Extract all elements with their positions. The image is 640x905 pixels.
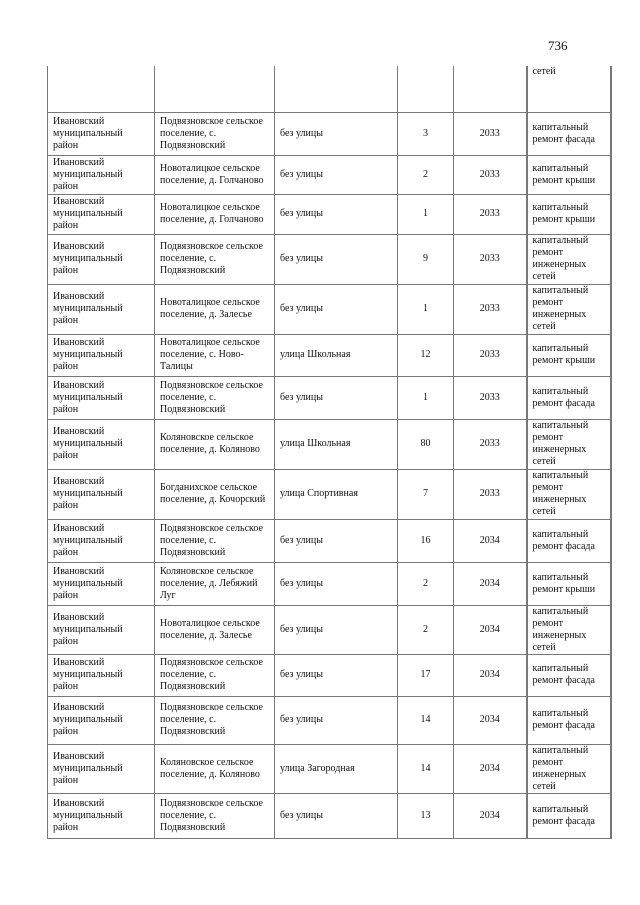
table-row — [48, 519, 611, 562]
table-row — [48, 419, 611, 469]
district-cell: Ивановский муниципальный район — [48, 562, 155, 605]
district-cell: Ивановский муниципальный район — [48, 696, 155, 744]
year-cell: 2033 — [454, 112, 527, 155]
district-cell: Ивановский муниципальный район — [48, 654, 155, 696]
district-cell: Ивановский муниципальный район — [48, 469, 155, 519]
work-type-cell: капитальный ремонт инженерных сетей — [527, 469, 611, 519]
work-type-cell: капитальный ремонт фасада — [527, 519, 611, 562]
work-type-cell: капитальный ремонт фасада — [527, 793, 611, 838]
table-row — [48, 334, 611, 376]
street-cell: без улицы — [275, 562, 398, 605]
page-number: 736 — [548, 38, 568, 53]
year-cell: 2033 — [454, 419, 527, 469]
house-number-cell: 80 — [398, 419, 454, 469]
work-type-cell: капитальный ремонт фасада — [527, 696, 611, 744]
year-cell: 2033 — [454, 234, 527, 284]
house-number-cell: 9 — [398, 234, 454, 284]
settlement-cell: Подвязновское сельское поселение, с. Подвязновский — [155, 112, 275, 155]
district-cell: Ивановский муниципальный район — [48, 376, 155, 419]
settlement-cell: Подвязновское сельское поселение, с. Подвязновский — [155, 234, 275, 284]
district-cell: Ивановский муниципальный район — [48, 234, 155, 284]
table-row — [48, 194, 611, 234]
house-number-cell: 1 — [398, 376, 454, 419]
work-type-cell: капитальный ремонт крыши — [527, 334, 611, 376]
work-type-cell: капитальный ремонт инженерных сетей — [527, 284, 611, 334]
year-cell: 2034 — [454, 744, 527, 793]
year-cell: 2034 — [454, 519, 527, 562]
house-number-cell: 16 — [398, 519, 454, 562]
street-cell: без улицы — [275, 284, 398, 334]
street-cell: без улицы — [275, 112, 398, 155]
settlement-cell: Подвязновское сельское поселение, с. Подвязновский — [155, 376, 275, 419]
table-row — [48, 605, 611, 654]
street-cell: улица Спортивная — [275, 469, 398, 519]
year-cell: 2033 — [454, 284, 527, 334]
year-cell: 2034 — [454, 654, 527, 696]
settlement-cell: Подвязновское сельское поселение, с. Подвязновский — [155, 793, 275, 838]
settlement-cell: Новоталицкое сельское поселение, д. Залесье — [155, 284, 275, 334]
year-cell: 2033 — [454, 194, 527, 234]
house-number-cell: 7 — [398, 469, 454, 519]
work-type-cell: капитальный ремонт крыши — [527, 155, 611, 194]
house-number-cell: 3 — [398, 112, 454, 155]
work-type-cell: сетей — [527, 66, 611, 112]
house-number-cell: 1 — [398, 284, 454, 334]
house-number-cell — [398, 66, 454, 112]
street-cell: без улицы — [275, 605, 398, 654]
street-cell: без улицы — [275, 696, 398, 744]
work-type-cell: капитальный ремонт крыши — [527, 194, 611, 234]
street-cell: без улицы — [275, 376, 398, 419]
street-cell: без улицы — [275, 793, 398, 838]
table-row — [48, 376, 611, 419]
table-row — [48, 744, 611, 793]
table-row — [48, 66, 611, 112]
year-cell: 2033 — [454, 155, 527, 194]
work-type-cell: капитальный ремонт крыши — [527, 562, 611, 605]
work-type-cell: капитальный ремонт инженерных сетей — [527, 744, 611, 793]
year-cell: 2033 — [454, 376, 527, 419]
street-cell: улица Школьная — [275, 334, 398, 376]
district-cell: Ивановский муниципальный район — [48, 334, 155, 376]
work-type-cell: капитальный ремонт инженерных сетей — [527, 419, 611, 469]
settlement-cell: Подвязновское сельское поселение, с. Подвязновский — [155, 696, 275, 744]
work-type-cell: капитальный ремонт инженерных сетей — [527, 234, 611, 284]
district-cell: Ивановский муниципальный район — [48, 419, 155, 469]
street-cell: без улицы — [275, 194, 398, 234]
street-cell: без улицы — [275, 519, 398, 562]
street-cell: улица Школьная — [275, 419, 398, 469]
district-cell: Ивановский муниципальный район — [48, 744, 155, 793]
street-cell: без улицы — [275, 234, 398, 284]
district-cell: Ивановский муниципальный район — [48, 284, 155, 334]
settlement-cell: Подвязновское сельское поселение, с. Подвязновский — [155, 519, 275, 562]
work-type-cell: капитальный ремонт фасада — [527, 376, 611, 419]
year-cell: 2033 — [454, 469, 527, 519]
district-cell: Ивановский муниципальный район — [48, 155, 155, 194]
work-type-cell: капитальный ремонт фасада — [527, 654, 611, 696]
settlement-cell: Новоталицкое сельское поселение, д. Залесье — [155, 605, 275, 654]
settlement-cell: Коляновское сельское поселение, д. Коляново — [155, 419, 275, 469]
street-cell — [275, 66, 398, 112]
house-number-cell: 2 — [398, 155, 454, 194]
street-cell: без улицы — [275, 155, 398, 194]
street-cell: без улицы — [275, 654, 398, 696]
district-cell: Ивановский муниципальный район — [48, 605, 155, 654]
settlement-cell: Новоталицкое сельское поселение, д. Голчаново — [155, 194, 275, 234]
settlement-cell — [155, 66, 275, 112]
table-row — [48, 284, 611, 334]
house-number-cell: 14 — [398, 696, 454, 744]
house-number-cell: 17 — [398, 654, 454, 696]
year-cell: 2034 — [454, 696, 527, 744]
house-number-cell: 2 — [398, 605, 454, 654]
table-row — [48, 155, 611, 194]
district-cell: Ивановский муниципальный район — [48, 194, 155, 234]
table-row — [48, 234, 611, 284]
settlement-cell: Новоталицкое сельское поселение, с. Ново-Талицы — [155, 334, 275, 376]
street-cell: улица Загородная — [275, 744, 398, 793]
house-number-cell: 13 — [398, 793, 454, 838]
table-row — [48, 654, 611, 696]
table-row — [48, 112, 611, 155]
year-cell: 2034 — [454, 562, 527, 605]
settlement-cell: Коляновское сельское поселение, д. Коляново — [155, 744, 275, 793]
settlement-cell: Богданихское сельское поселение, д. Кочорский — [155, 469, 275, 519]
table-row — [48, 562, 611, 605]
work-type-cell: капитальный ремонт фасада — [527, 112, 611, 155]
work-type-cell: капитальный ремонт инженерных сетей — [527, 605, 611, 654]
house-number-cell: 2 — [398, 562, 454, 605]
house-number-cell: 1 — [398, 194, 454, 234]
settlement-cell: Коляновское сельское поселение, д. Лебяжий Луг — [155, 562, 275, 605]
district-cell: Ивановский муниципальный район — [48, 519, 155, 562]
district-cell — [48, 66, 155, 112]
year-cell — [454, 66, 527, 112]
settlement-cell: Подвязновское сельское поселение, с. Подвязновский — [155, 654, 275, 696]
district-cell: Ивановский муниципальный район — [48, 793, 155, 838]
year-cell: 2034 — [454, 605, 527, 654]
house-number-cell: 12 — [398, 334, 454, 376]
table-row — [48, 793, 611, 838]
settlement-cell: Новоталицкое сельское поселение, д. Голчаново — [155, 155, 275, 194]
table-row — [48, 696, 611, 744]
house-number-cell: 14 — [398, 744, 454, 793]
district-cell: Ивановский муниципальный район — [48, 112, 155, 155]
year-cell: 2034 — [454, 793, 527, 838]
year-cell: 2033 — [454, 334, 527, 376]
table-row — [48, 469, 611, 519]
housing-repair-table — [47, 66, 612, 839]
